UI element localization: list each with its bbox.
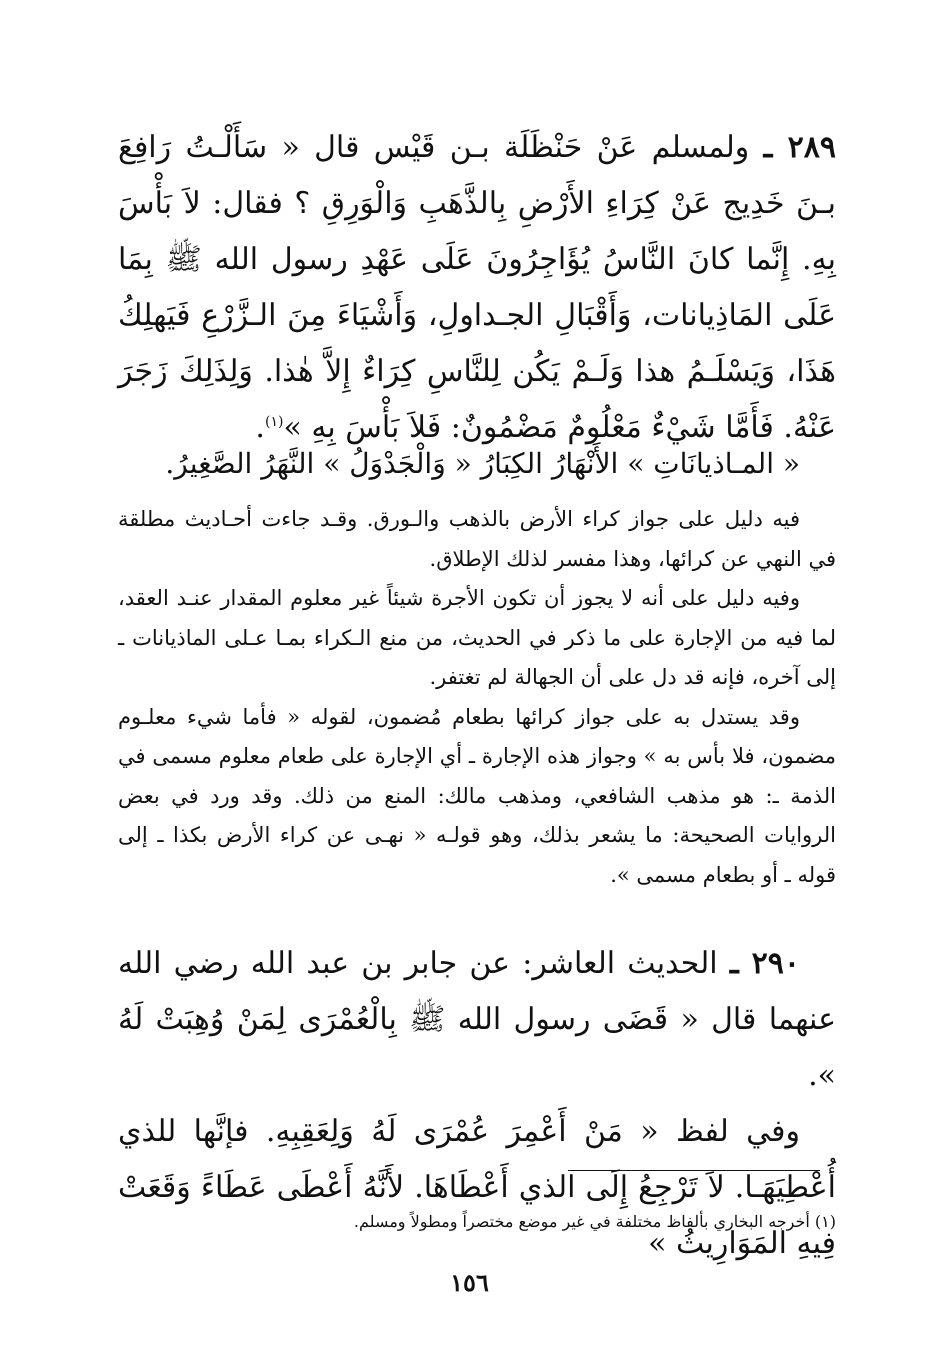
hadith-number: ٢٩٠ ـ	[729, 946, 801, 981]
footnote-reference: (١)	[264, 414, 284, 430]
hadith-text: ولمسلم عَنْ حَنْظَلَة بـن قَيْس قال « سَأَلْـتُ رَافِعَ بـنَ خَدِيج عَنْ كِرَاءِ الأَرْضِ بِالذَّهَبِ وَالْوَرِقِ ؟ فقال: لاَ بَأْسَ بِهِ. إِنَّما كانَ النَّاسُ يُؤَاجِرُونَ عَلَى عَهْدِ رسول الله ﷺ بِمَا عَلَى المَاذِيانات، وَأَقْبَالِ الجـداولِ، وَأَشْيَاءَ مِنَ الـزَّرْعِ فَيَهلِكُ هَذَا، وَيَسْلَـمُ هذا وَلَـمْ يَكُن لِلنَّاسِ كِرَاءٌ إِلاَّ هٰذا. وَلِذَلِكَ زَجَرَ عَنْهُ. فَأَمَّا شَيْءٌ مَعْلُومٌ مَضْمُونٌ: فَلاَ بَأْسَ بِهِ »	[118, 130, 836, 445]
footnote: (١) أخرجه البخاري بألفاظ مختلفة في غير موضع مختصراً ومطولاً ومسلم.	[353, 1212, 836, 1231]
hadith-end: .	[255, 410, 265, 445]
hadith-number: ٢٨٩ ـ	[763, 130, 836, 165]
commentary-paragraph: وقد يستدل به على جواز كرائها بطعام مُضمون، لقوله « فأما شيء معلـوم مضمون، فلا بأس به » وجواز هذه الإجارة ـ أي الإجارة على طعام معلوم مسمى في الذمة ـ: هو مذهب الشافعي، ومذهب مالك: المنع من ذلك. وقد ورد في بعض الروايات الصحيحة: ما يشعر بذلك، وهو قولـه « نهـى عن كراء الأرض بكذا ـ إلى قوله ـ أو بطعام مسمى ».	[118, 704, 836, 887]
commentary-paragraph: فيه دليل على جواز كراء الأرض بالذهب والـورق. وقـد جاءت أحـاديث مطلقة في النهي عن كرائها، وهذا مفسر لذلك الإطلاق.	[118, 507, 836, 571]
footnote-separator	[568, 1170, 820, 1171]
commentary	[118, 500, 836, 895]
gloss-line: « المـاذيانَاتِ » الأَنْهَارُ الكِبَارُ « وَالْجَدْوَلُ » النَّهَرُ الصَّغِيرُ.	[165, 447, 800, 480]
hadith-variant: وفي لفظ « مَنْ أَعْمِرَ عُمْرَى لَهُ وَلِعَقِبِهِ. فإنَّها للذي أُعْطِيَهَـا. لاَ تَرْجِعُ إِلَى الذي أَعْطَاهَا. لأَنَّهُ أَعْطَى عَطَاءً وَقَعَتْ فِيهِ المَوَارِيثُ »	[118, 1114, 836, 1261]
page-number: ١٥٦	[450, 1268, 489, 1297]
hadith-text: الحديث العاشر: عن جابر بن عبد الله رضي الله عنهما قال « قَضَى رسول الله ﷺ بِالْعُمْرَى لِمَنْ وُهِبَتْ لَهُ ».	[118, 946, 836, 1093]
hadith-289	[118, 120, 836, 456]
commentary-paragraph: وفيه دليل على أنه لا يجوز أن تكون الأجرة شيئاً غير معلوم المقدار عنـد العقد، لما فيه من الإجارة على ما ذكر في الحديث، من منع الـكراء بمـا عـلى الماذيانات ـ إلى آخره، فإنه قد دل على أن الجهالة لم تغتفر.	[118, 586, 836, 689]
